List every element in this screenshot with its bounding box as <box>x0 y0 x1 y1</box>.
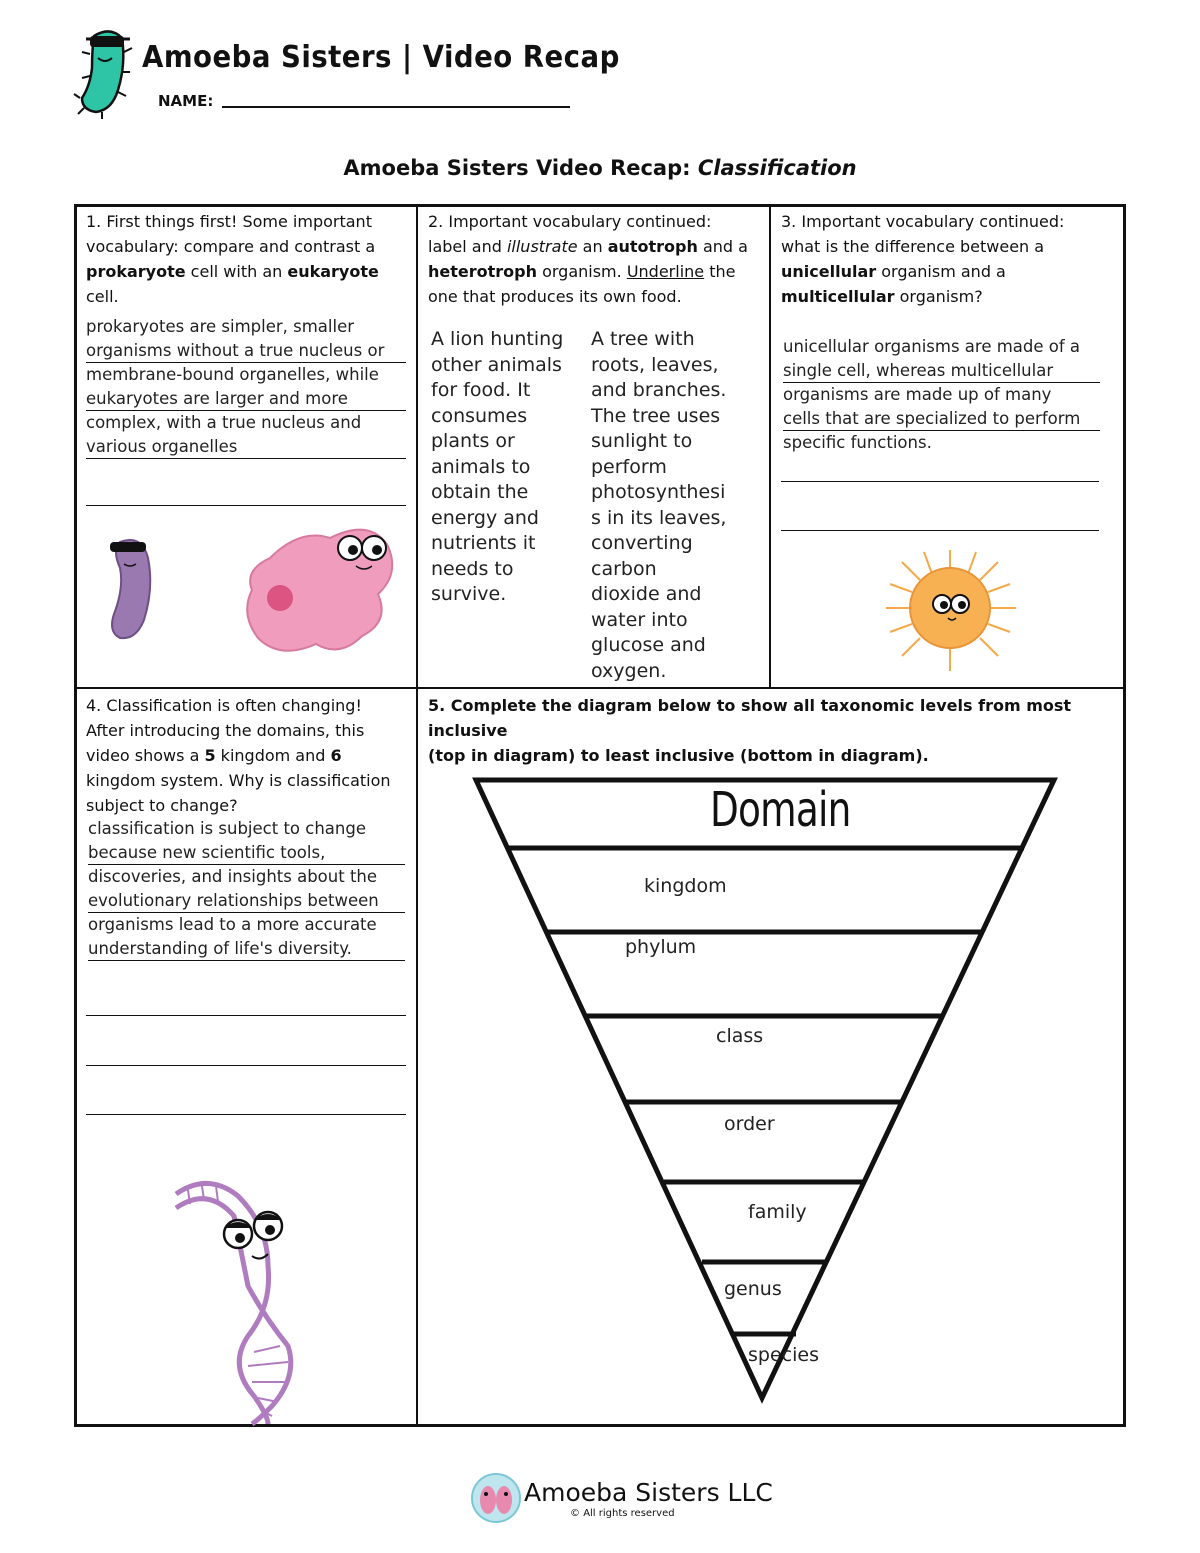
dna-character-icon <box>168 1176 318 1426</box>
answer-line: organisms are made up of many <box>783 385 1052 404</box>
q4-prompt: 4. Classification is often changing! After introducing the domains, this video shows a 5 kingdom and 6 kingdom system. Why is classification subject to change? <box>86 696 391 815</box>
q2-prompt: 2. Important vocabulary continued: label and illustrate an autotroph and a heterotroph organism. Underline the one that produces its own food. <box>428 212 748 306</box>
autotroph-answer <box>591 327 766 684</box>
mascot-logo <box>72 24 142 120</box>
level-phylum: phylum <box>625 936 697 958</box>
answer-line: consumes <box>431 404 528 427</box>
answer-line: plants or <box>431 430 515 452</box>
document-title: Amoeba Sisters Video Recap: Classification <box>343 156 857 180</box>
level-order: order <box>724 1113 775 1135</box>
answer-line: carbon <box>591 557 657 580</box>
answer-line: eukaryotes are larger and more <box>86 387 406 412</box>
answer-line: oxygen. <box>591 659 667 682</box>
name-line[interactable] <box>222 106 570 108</box>
answer-line: evolutionary relationships between <box>88 889 405 914</box>
answer-line: other animals <box>431 353 562 376</box>
answer-line: water into <box>591 608 688 631</box>
prokaryote-bacterium-icon <box>98 528 168 648</box>
divider <box>769 204 771 688</box>
answer-line: cells that are specialized to perform <box>783 407 1100 432</box>
answer-line: various organelles <box>86 435 406 460</box>
answer-line: glucose and <box>591 634 706 656</box>
footer-rights: © All rights reserved <box>570 1508 675 1519</box>
level-class: class <box>716 1025 764 1047</box>
blank-line[interactable] <box>781 481 1099 482</box>
answer-line: A lion hunting <box>431 328 564 350</box>
answer-line: obtain the <box>431 481 529 503</box>
answer-line: membrane-bound organelles, while <box>86 365 379 384</box>
answer-line: organisms without a true nucleus or <box>86 339 406 364</box>
answer-line: needs to <box>431 557 514 580</box>
brand-title: Amoeba Sisters | Video Recap <box>142 40 620 75</box>
divider <box>416 204 418 1427</box>
q3-prompt: 3. Important vocabulary continued: what is the difference between a unicellular organism and a multicellular organism? <box>781 212 1065 306</box>
answer-line: prokaryotes are simpler, smaller <box>86 317 355 336</box>
answer-line: s in its leaves, <box>591 506 727 529</box>
divider <box>74 687 1126 689</box>
blank-line[interactable] <box>86 1114 406 1115</box>
answer-line: complex, with a true nucleus and <box>86 413 362 432</box>
taxonomy-triangle <box>470 772 1060 1404</box>
answer-line: photosynthesi <box>591 481 726 503</box>
footer-company: Amoeba Sisters LLC <box>524 1478 773 1507</box>
q3-answer <box>783 335 1100 455</box>
answer-line: energy and <box>431 506 539 529</box>
answer-line: because new scientific tools, <box>88 841 405 866</box>
answer-line: discoveries, and insights about the <box>88 867 378 886</box>
answer-line: survive. <box>431 583 507 605</box>
q5-prompt: 5. Complete the diagram below to show all taxonomic levels from most inclusive (top in diagram) to least inclusive (bottom in diagram). <box>428 696 1072 765</box>
level-domain: Domain <box>710 782 851 838</box>
heterotroph-answer <box>431 327 581 608</box>
answer-line: single cell, whereas multicellular <box>783 359 1100 384</box>
answer-line: dioxide and <box>591 583 702 605</box>
answer-line: understanding of life's diversity. <box>88 937 405 962</box>
q4-answer <box>88 817 405 961</box>
answer-line: specific functions. <box>783 433 932 452</box>
answer-line: The tree uses <box>591 404 721 427</box>
level-species: species <box>748 1344 819 1366</box>
name-label: NAME: <box>158 92 214 110</box>
answer-line: converting <box>591 532 693 554</box>
answer-line: classification is subject to change <box>88 819 366 838</box>
eukaryote-amoeba-icon <box>240 518 400 663</box>
level-genus: genus <box>724 1278 782 1300</box>
level-kingdom: kingdom <box>644 875 727 897</box>
answer-line: sunlight to <box>591 430 693 452</box>
answer-line: organisms lead to a more accurate <box>88 915 377 934</box>
blank-line[interactable] <box>86 1065 406 1066</box>
blank-line[interactable] <box>781 530 1099 531</box>
answer-line: animals to <box>431 455 531 478</box>
blank-line[interactable] <box>86 1015 406 1016</box>
answer-line: for food. It <box>431 379 531 401</box>
unicellular-sun-cell-icon <box>880 548 1020 673</box>
level-family: family <box>748 1201 807 1223</box>
answer-line: unicellular organisms are made of a <box>783 337 1081 356</box>
q1-answer <box>86 315 406 459</box>
answer-line: roots, leaves, <box>591 353 719 376</box>
answer-line: nutrients it <box>431 532 536 554</box>
blank-line[interactable] <box>86 505 406 506</box>
answer-line: perform <box>591 455 667 478</box>
answer-line: and branches. <box>591 379 727 401</box>
answer-line: A tree with <box>591 328 695 350</box>
q1-prompt: 1. First things first! Some important vocabulary: compare and contrast a prokaryote cell with an eukaryote cell. <box>86 212 379 306</box>
copyright-icon: © <box>570 1508 584 1519</box>
amoeba-sisters-logo-icon <box>470 1472 522 1524</box>
